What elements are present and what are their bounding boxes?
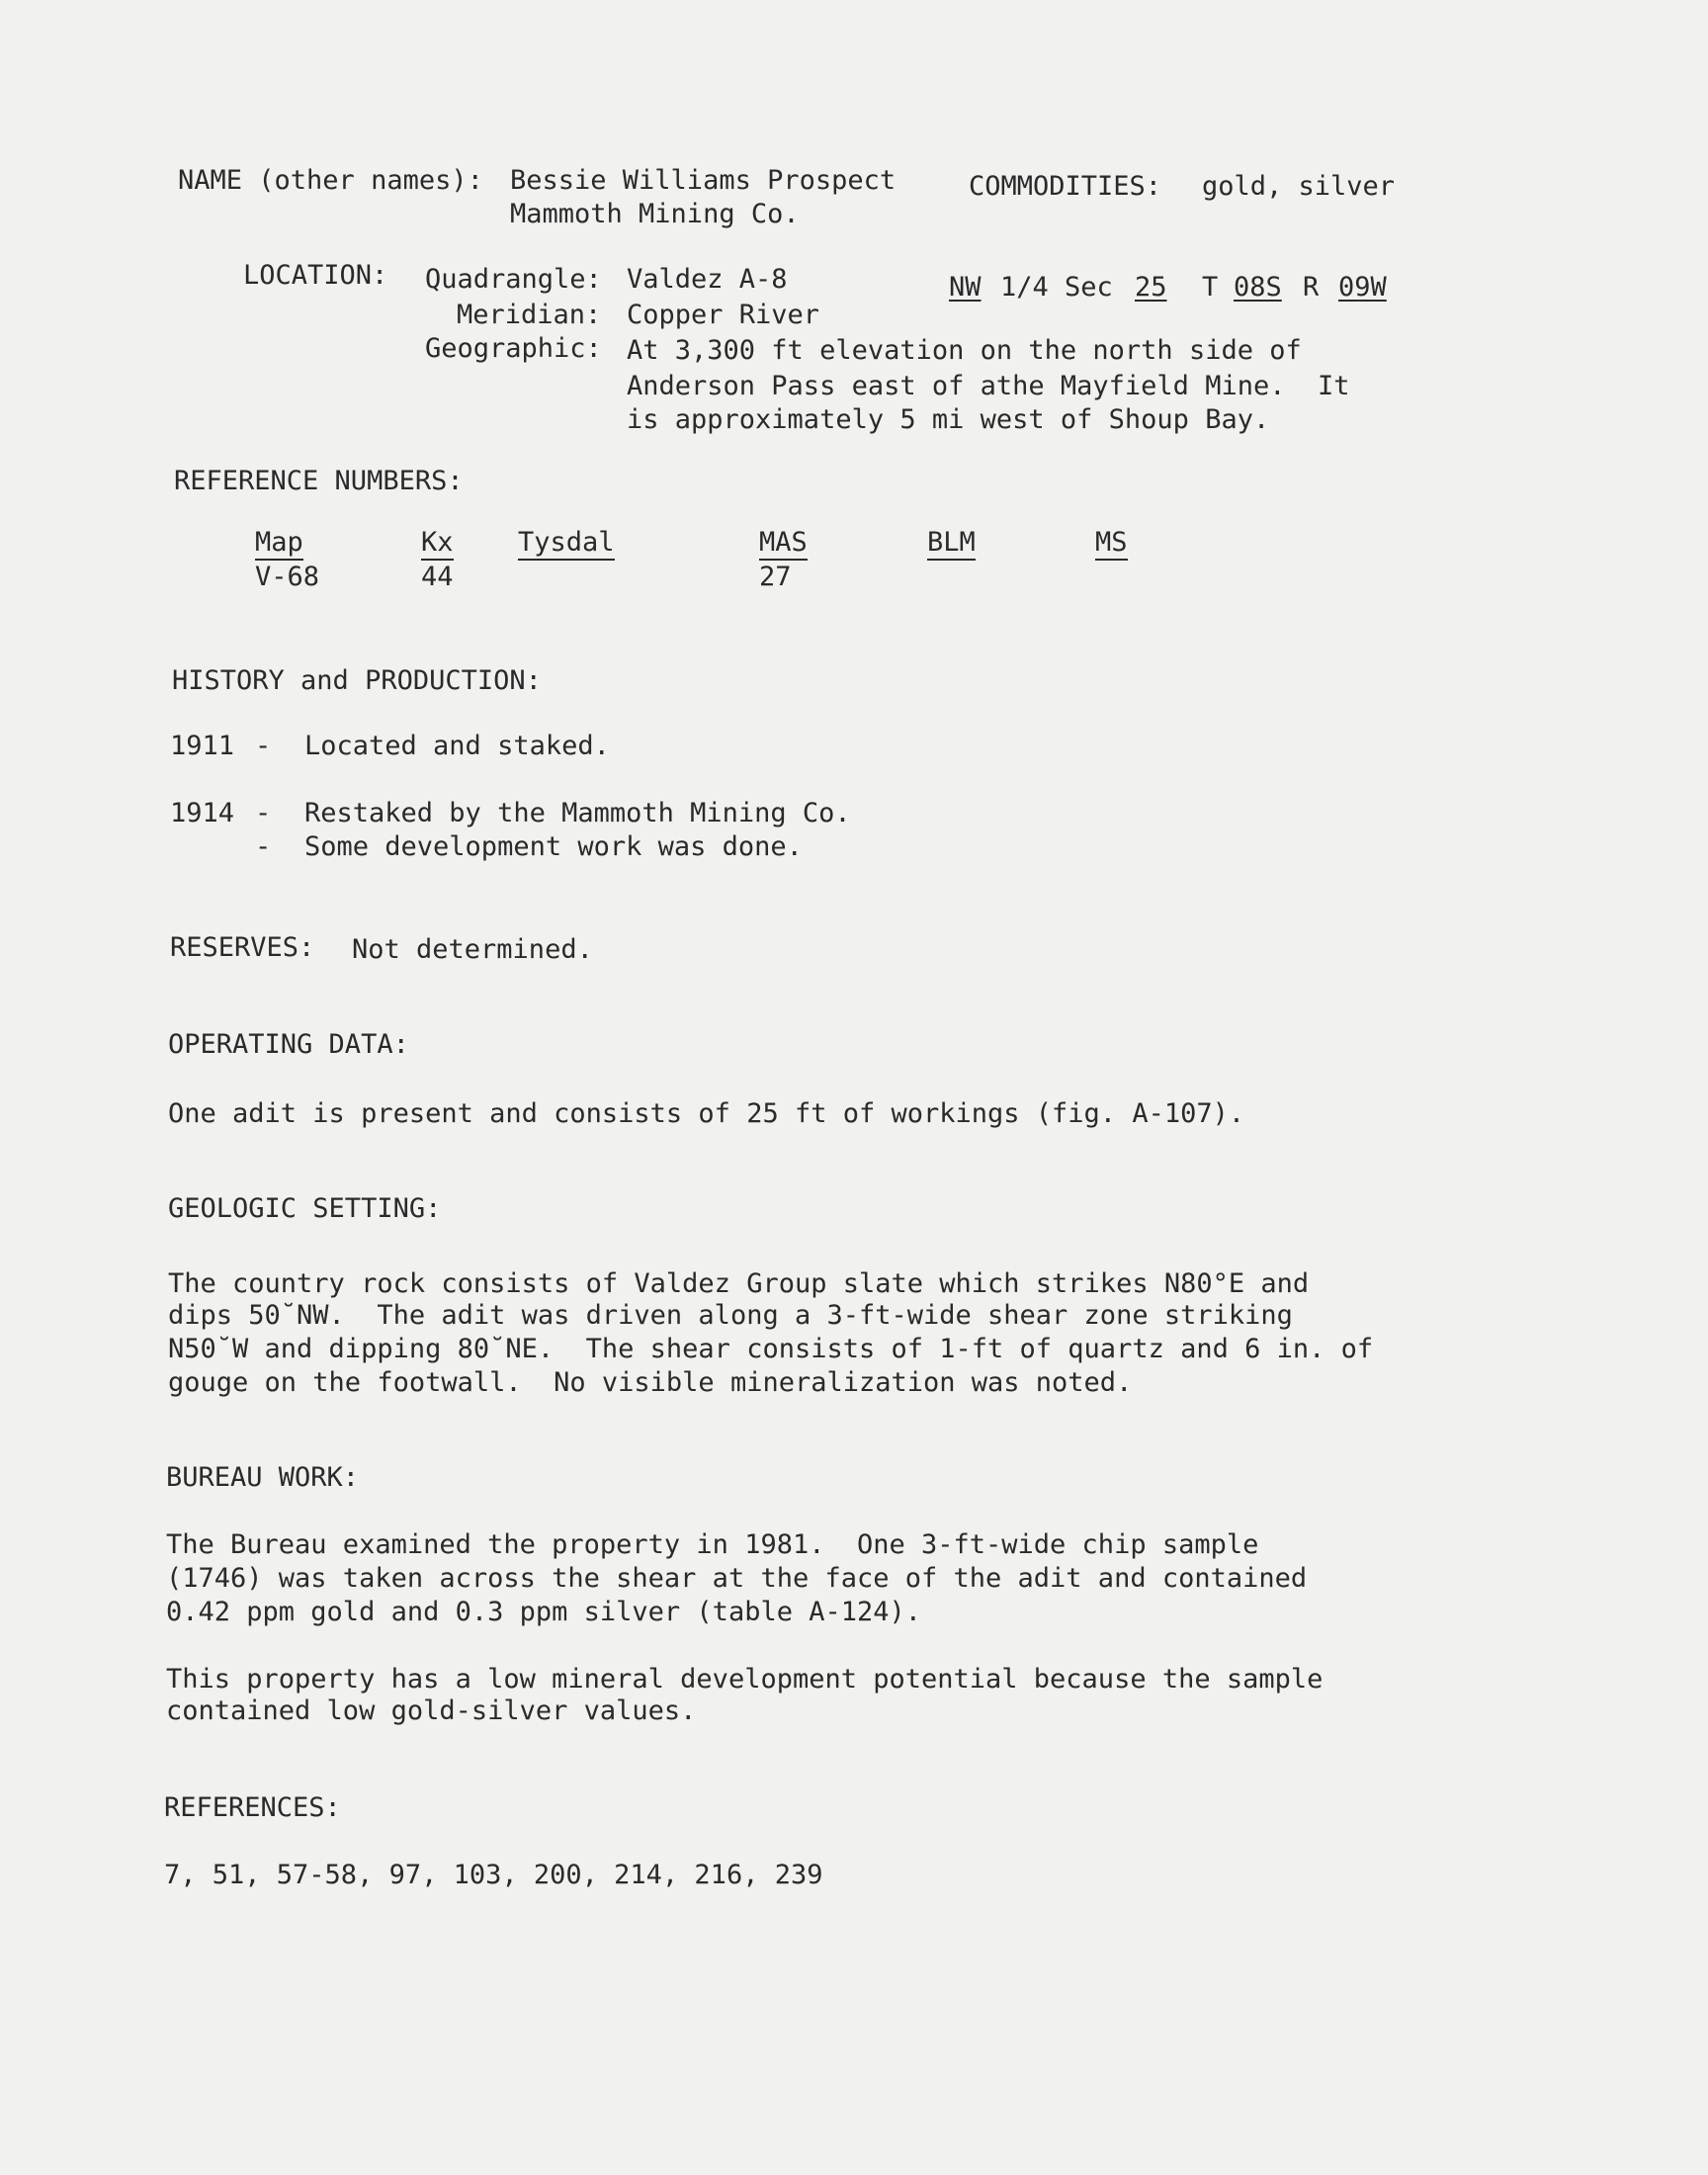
ref-value-map: V-68 xyxy=(255,562,320,592)
ref-col-mas xyxy=(759,526,808,593)
ref-value-blm xyxy=(927,561,976,593)
section-value: 25 xyxy=(1135,272,1167,303)
ref-col-map xyxy=(255,526,319,593)
name-value-primary: Bessie Williams Prospect xyxy=(510,165,897,196)
location-label: LOCATION: xyxy=(243,260,388,291)
bureau-para1-line-2: (1746) was taken across the shear at the face of the adit and contained xyxy=(166,1563,1308,1594)
history-year-1914: 1914 xyxy=(170,798,235,828)
geologic-line-4: gouge on the footwall. No visible mineralization was noted. xyxy=(168,1367,1133,1398)
reserves-value: Not determined. xyxy=(352,934,593,965)
references-heading: REFERENCES: xyxy=(164,1792,341,1823)
ref-col-blm xyxy=(927,526,976,593)
quarter-value: NW xyxy=(949,272,982,303)
township-value: 08S xyxy=(1234,272,1282,303)
bureau-para1-line-1: The Bureau examined the property in 1981. One 3-ft-wide chip sample xyxy=(166,1529,1259,1560)
ref-col-tysdal xyxy=(518,526,615,593)
history-heading: HISTORY and PRODUCTION: xyxy=(172,665,542,696)
history-dash: - xyxy=(255,798,272,828)
history-text-1914-cont: Some development work was done. xyxy=(304,831,803,862)
operating-text: One adit is present and consists of 25 ft of workings (fig. A-107). xyxy=(168,1098,1245,1129)
geographic-label: Geographic: xyxy=(425,333,602,364)
meridian-value: Copper River xyxy=(627,300,820,330)
references-list: 7, 51, 57-58, 97, 103, 200, 214, 216, 239 xyxy=(164,1860,823,1890)
quadrangle-label: Quadrangle: xyxy=(425,264,602,295)
quadrangle-value: Valdez A-8 xyxy=(627,264,788,295)
name-label: NAME (other names): xyxy=(178,165,483,196)
ref-header-mas: MAS xyxy=(759,527,808,561)
bureau-para2-line-2: contained low gold-silver values. xyxy=(166,1696,697,1726)
commodities-label: COMMODITIES: xyxy=(969,171,1162,202)
operating-heading: OPERATING DATA: xyxy=(168,1029,409,1060)
geologic-line-1: The country rock consists of Valdez Group slate which strikes N80°E and xyxy=(168,1268,1310,1299)
ref-value-mas: 27 xyxy=(759,562,792,592)
geologic-line-3: N50˘W and dipping 80˘NE. The shear consists of 1-ft of quartz and 6 in. of xyxy=(168,1334,1374,1364)
ref-header-blm: BLM xyxy=(927,527,976,561)
range-value: 09W xyxy=(1338,272,1387,303)
geologic-heading: GEOLOGIC SETTING: xyxy=(168,1193,442,1224)
ref-value-tysdal xyxy=(518,561,615,593)
geographic-line-3: is approximately 5 mi west of Shoup Bay. xyxy=(627,404,1270,435)
bureau-para1-line-3: 0.42 ppm gold and 0.3 ppm silver (table A-124). xyxy=(166,1597,922,1627)
history-text-1911: Located and staked. xyxy=(304,731,610,761)
name-value-other: Mammoth Mining Co. xyxy=(510,199,800,229)
quarter-suffix: 1/4 Sec xyxy=(1000,272,1113,303)
bureau-para2-line-1: This property has a low mineral development potential because the sample xyxy=(166,1664,1324,1695)
ref-col-kx xyxy=(421,526,454,593)
range-label: R xyxy=(1303,272,1320,303)
ref-header-kx: Kx xyxy=(421,527,454,561)
geographic-line-1: At 3,300 ft elevation on the north side of xyxy=(627,335,1302,366)
reference-numbers-heading: REFERENCE NUMBERS: xyxy=(174,466,464,496)
ref-header-ms: MS xyxy=(1095,527,1128,561)
township-label: T xyxy=(1202,272,1219,303)
history-year-1911: 1911 xyxy=(170,731,235,761)
ref-value-ms xyxy=(1095,561,1128,593)
bureau-heading: BUREAU WORK: xyxy=(166,1462,360,1493)
ref-header-tysdal: Tysdal xyxy=(518,527,615,561)
ref-header-map: Map xyxy=(255,527,303,561)
geographic-line-2: Anderson Pass east of athe Mayfield Mine. It xyxy=(627,371,1350,401)
ref-value-kx: 44 xyxy=(421,562,454,592)
history-dash: - xyxy=(255,831,272,862)
history-dash: - xyxy=(255,731,272,761)
ref-col-ms xyxy=(1095,526,1128,593)
meridian-label: Meridian: xyxy=(457,300,602,330)
reserves-label: RESERVES: xyxy=(170,932,315,963)
commodities-value: gold, silver xyxy=(1202,171,1396,202)
geologic-line-2: dips 50˘NW. The adit was driven along a 3-ft-wide shear zone striking xyxy=(168,1300,1293,1331)
history-text-1914: Restaked by the Mammoth Mining Co. xyxy=(304,798,851,828)
